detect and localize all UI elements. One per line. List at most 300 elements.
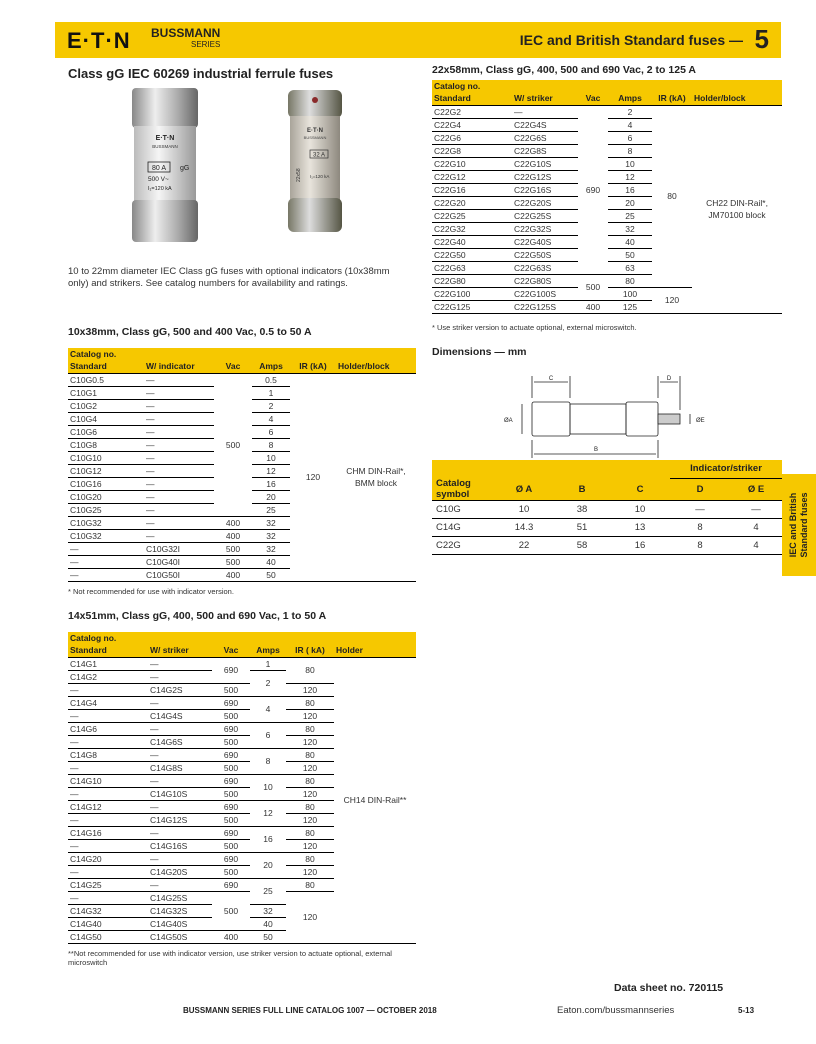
fuse1-class-text: gG: [180, 165, 190, 172]
table-cell: C14G16S: [148, 839, 212, 852]
table-cell: C10G0.5: [68, 373, 144, 386]
table-cell: C14G50: [68, 930, 148, 943]
table-cell: 0.5: [252, 373, 290, 386]
table-cell: 40: [250, 917, 286, 930]
table-cell: 690: [212, 696, 250, 709]
page-title: Class gG IEC 60269 industrial ferrule fuses: [68, 66, 334, 81]
table-cell: —: [144, 529, 214, 542]
table-cell: —: [68, 813, 148, 826]
table-cell: C14G6: [68, 722, 148, 735]
table-cell: C22G8S: [512, 144, 578, 157]
table-row: [68, 632, 416, 644]
column-header: Ø E: [730, 478, 782, 501]
table-cell: 16: [610, 537, 670, 555]
footer-catalog: BUSSMANN SERIES FULL LINE CATALOG 1007 — OCTOBER 2018: [183, 1006, 437, 1015]
table-cell: [252, 348, 290, 360]
table-10x38: [68, 348, 416, 582]
table-cell: 80: [652, 105, 692, 287]
table-cell: —: [512, 105, 578, 118]
dim-label-e: ØE: [696, 418, 705, 424]
table-cell: —: [68, 709, 148, 722]
table-cell: C22G63: [432, 261, 512, 274]
table-cell: C22G: [432, 537, 494, 555]
table-cell: 120: [286, 813, 334, 826]
table-cell: [336, 348, 416, 360]
dim-label-a: ØA: [504, 418, 513, 424]
table-cell: [578, 80, 608, 92]
table-cell: —: [148, 852, 212, 865]
table-cell: C22G100: [432, 287, 512, 300]
table-cell: 500: [212, 865, 250, 878]
dimensions-diagram: [500, 372, 720, 458]
table-cell: C14G12: [68, 800, 148, 813]
table-cell: C22G50: [432, 248, 512, 261]
dim-label-d: D: [666, 376, 672, 382]
table-cell: C10G12: [68, 464, 144, 477]
datasheet-number: Data sheet no. 720115: [614, 982, 724, 994]
table-cell: CH14 DIN-Rail**: [334, 657, 416, 943]
column-header: D: [670, 478, 730, 501]
table-cell: 120: [286, 865, 334, 878]
column-header: Amps: [252, 360, 290, 373]
table-cell: 400: [578, 300, 608, 313]
table-cell: [290, 348, 336, 360]
table-cell: 8: [608, 144, 652, 157]
table-cell: C14G50S: [148, 930, 212, 943]
table-cell: 12: [608, 170, 652, 183]
table-cell: C10G2: [68, 399, 144, 412]
table-cell: —: [670, 501, 730, 519]
table-cell: —: [148, 800, 212, 813]
table-cell: C10G8: [68, 438, 144, 451]
column-header: Vac: [578, 92, 608, 105]
table-cell: 12: [250, 800, 286, 826]
table-cell: C10G: [432, 501, 494, 519]
table-cell: 8: [250, 748, 286, 774]
table-cell: —: [144, 373, 214, 386]
table-cell: 6: [252, 425, 290, 438]
column-header: Holder: [334, 644, 416, 657]
section-number: 5: [754, 24, 769, 54]
column-header: IR ( kA): [286, 644, 334, 657]
dimensions-table: [432, 460, 782, 555]
table-cell: 80: [286, 852, 334, 865]
table-cell: 80: [286, 878, 334, 891]
table-cell: 120: [286, 761, 334, 774]
fuse2-amps-text: 32 A: [312, 152, 326, 159]
table-row: [68, 657, 416, 670]
table-cell: 690: [212, 852, 250, 865]
fuse2-ir-text: I₁=120 kA: [310, 174, 330, 179]
table-row: [432, 105, 782, 118]
table-cell: —: [68, 891, 148, 904]
table-cell: 8: [252, 438, 290, 451]
table-cell: 50: [608, 248, 652, 261]
table-cell: [212, 632, 250, 644]
catalog-label: Catalog no.: [68, 632, 212, 644]
table-cell: 120: [652, 287, 692, 313]
table-cell: C22G6S: [512, 131, 578, 144]
table-cell: 63: [608, 261, 652, 274]
column-header: IR (kA): [290, 360, 336, 373]
table-cell: 120: [286, 787, 334, 800]
table-cell: C14G32S: [148, 904, 212, 917]
dim-label-b: B: [593, 447, 599, 453]
table-cell: 690: [212, 878, 250, 891]
table-cell: 10: [252, 451, 290, 464]
table-cell: 500: [578, 274, 608, 300]
catalog-label: Catalog no.: [432, 80, 578, 92]
table-cell: 500: [214, 373, 252, 516]
column-header: W/ striker: [148, 644, 212, 657]
column-header: Standard: [68, 360, 144, 373]
table-cell: [214, 348, 252, 360]
column-header: Vac: [212, 644, 250, 657]
table-cell: 400: [212, 930, 250, 943]
table-cell: —: [144, 464, 214, 477]
bussmann-logo: BUSSMANN SERIES: [151, 26, 221, 49]
table-cell: 400: [214, 529, 252, 542]
table-cell: C10G10: [68, 451, 144, 464]
table-cell: C22G100S: [512, 287, 578, 300]
table-cell: 80: [286, 696, 334, 709]
table-cell: C22G2: [432, 105, 512, 118]
table-cell: CHM DIN-Rail*, BMM block: [336, 373, 416, 581]
column-header: C: [610, 478, 670, 501]
table-row: [432, 501, 782, 519]
table-cell: C22G12S: [512, 170, 578, 183]
table-cell: C22G40S: [512, 235, 578, 248]
fuse1-voltage-text: 500 V~: [148, 176, 169, 183]
table-cell: 50: [252, 568, 290, 581]
table-cell: 2: [252, 399, 290, 412]
table-cell: 32: [608, 222, 652, 235]
column-header: Standard: [68, 644, 148, 657]
table-cell: C14G25: [68, 878, 148, 891]
table-cell: 80: [286, 657, 334, 683]
table-cell: 4: [608, 118, 652, 131]
table-cell: 32: [252, 529, 290, 542]
table-10x38-title: 10x38mm, Class gG, 500 and 400 Vac, 0.5 to 50 A: [68, 326, 312, 338]
table-cell: 51: [554, 519, 610, 537]
table-cell: C14G20S: [148, 865, 212, 878]
table-cell: 500: [212, 735, 250, 748]
table-cell: C22G20S: [512, 196, 578, 209]
table-cell: [286, 632, 334, 644]
table-cell: 1: [252, 386, 290, 399]
table-cell: 32: [250, 904, 286, 917]
table-cell: C10G25: [68, 503, 144, 516]
table-cell: 16: [608, 183, 652, 196]
table-cell: 22: [494, 537, 554, 555]
table-cell: C22G10: [432, 157, 512, 170]
table-cell: [334, 632, 416, 644]
table-14x51-title: 14x51mm, Class gG, 400, 500 and 690 Vac, 1 to 50 A: [68, 610, 327, 622]
table-cell: 20: [608, 196, 652, 209]
table-cell: 1: [250, 657, 286, 670]
table-cell: C22G32S: [512, 222, 578, 235]
table-row: [432, 92, 782, 105]
column-header: IR (kA): [652, 92, 692, 105]
table-cell: 32: [252, 542, 290, 555]
table-cell: 10: [494, 501, 554, 519]
table-cell: 32: [252, 516, 290, 529]
catalog-label: Catalog no.: [68, 348, 214, 360]
table-cell: 14.3: [494, 519, 554, 537]
dimensions-title: Dimensions — mm: [432, 346, 527, 358]
table-cell: 4: [730, 519, 782, 537]
table-cell: 6: [608, 131, 652, 144]
table-cell: C14G8S: [148, 761, 212, 774]
table-cell: C10G32I: [144, 542, 214, 555]
table-cell: C22G125S: [512, 300, 578, 313]
table-cell: —: [68, 865, 148, 878]
table-row: [432, 519, 782, 537]
table-cell: C22G63S: [512, 261, 578, 274]
table-cell: C14G25S: [148, 891, 212, 904]
table-cell: —: [148, 696, 212, 709]
table-cell: C14G40S: [148, 917, 212, 930]
table-cell: C14G2: [68, 670, 148, 683]
table-cell: —: [144, 412, 214, 425]
table-cell: —: [144, 490, 214, 503]
fuse2-brand-text: BUSSMANN: [303, 135, 327, 140]
eaton-logo: E·T·N: [67, 28, 131, 53]
table-cell: —: [144, 399, 214, 412]
table-row: [432, 537, 782, 555]
fuse1-ir-text: I₁=120 kA: [148, 186, 172, 192]
table-cell: 690: [212, 800, 250, 813]
table-cell: 2: [250, 670, 286, 696]
table-cell: [608, 80, 652, 92]
table-cell: C10G32: [68, 516, 144, 529]
table-row: [432, 80, 782, 92]
table-cell: 500: [212, 761, 250, 774]
table-cell: 500: [212, 787, 250, 800]
table-cell: C22G6: [432, 131, 512, 144]
footer-url-link[interactable]: Eaton.com/bussmannseries: [557, 1005, 675, 1016]
fuse1-brand-text: BUSSMANN: [152, 144, 178, 149]
table-cell: 58: [554, 537, 610, 555]
table-cell: 4: [730, 537, 782, 555]
table-cell: —: [68, 839, 148, 852]
fuse1-amps-text: 80 A: [151, 165, 167, 172]
table-cell: C14G16: [68, 826, 148, 839]
section-title: IEC and British Standard fuses —: [519, 32, 743, 48]
table-cell: C22G16S: [512, 183, 578, 196]
table-cell: 690: [578, 105, 608, 274]
table-cell: 500: [212, 683, 250, 696]
dim-label-c: C: [548, 376, 554, 382]
table-cell: C10G1: [68, 386, 144, 399]
column-header: Vac: [214, 360, 252, 373]
table-cell: 80: [286, 774, 334, 787]
table-cell: C22G10S: [512, 157, 578, 170]
table-cell: 400: [214, 568, 252, 581]
table-cell: C22G12: [432, 170, 512, 183]
table-cell: 38: [554, 501, 610, 519]
table-cell: C22G8: [432, 144, 512, 157]
table-cell: 500: [214, 555, 252, 568]
table-cell: C22G4S: [512, 118, 578, 131]
column-header: Amps: [250, 644, 286, 657]
table-cell: 400: [214, 516, 252, 529]
table-cell: 40: [608, 235, 652, 248]
column-header: Catalog symbol: [432, 478, 494, 501]
table-cell: 25: [252, 503, 290, 516]
table-cell: 120: [290, 373, 336, 581]
table-cell: C14G10S: [148, 787, 212, 800]
table-cell: 80: [286, 748, 334, 761]
table-cell: C14G2S: [148, 683, 212, 696]
table-cell: 100: [608, 287, 652, 300]
table-cell: C14G1: [68, 657, 148, 670]
table-14x51-note: **Not recommended for use with indicator version, use striker version to actuate optional, external microswitch: [68, 949, 392, 967]
table-cell: —: [148, 826, 212, 839]
table-cell: —: [148, 657, 212, 670]
table-cell: C22G32: [432, 222, 512, 235]
table-cell: 8: [670, 519, 730, 537]
column-header: Amps: [608, 92, 652, 105]
table-cell: [692, 80, 782, 92]
table-cell: [250, 632, 286, 644]
table-cell: C22G40: [432, 235, 512, 248]
table-22x58-title: 22x58mm, Class gG, 400, 500 and 690 Vac, 2 to 125 A: [432, 64, 697, 76]
table-cell: C14G40: [68, 917, 148, 930]
table-cell: 25: [250, 878, 286, 904]
table-cell: C10G4: [68, 412, 144, 425]
table-cell: —: [68, 542, 144, 555]
table-cell: 8: [670, 537, 730, 555]
table-cell: C14G20: [68, 852, 148, 865]
table-cell: C14G12S: [148, 813, 212, 826]
table-cell: —: [148, 748, 212, 761]
table-row: [68, 644, 416, 657]
footer-page-number: 5-13: [738, 1006, 755, 1015]
table-cell: C22G80S: [512, 274, 578, 287]
column-header: Standard: [432, 92, 512, 105]
table-cell: —: [68, 683, 148, 696]
table-cell: 40: [252, 555, 290, 568]
fuse2-logo-text: E·T·N: [307, 128, 323, 134]
table-cell: 80: [286, 722, 334, 735]
fuse-image-10x38: [120, 82, 220, 250]
fuse-image-22x58: [278, 86, 352, 236]
table-cell: 80: [286, 800, 334, 813]
table-cell: 500: [212, 891, 250, 930]
table-cell: C14G32: [68, 904, 148, 917]
table-cell: 13: [610, 519, 670, 537]
table-22x58-note: * Use striker version to actuate optional, external microswitch.: [432, 323, 637, 332]
column-header: Ø A: [494, 478, 554, 501]
table-cell: C14G6S: [148, 735, 212, 748]
header-bar: [55, 22, 781, 58]
description: 10 to 22mm diameter IEC Class gG fuses with optional indicators (10x38mm only) and strikers. See catalog numbers for availability and ratings.: [68, 266, 390, 289]
table-cell: C22G4: [432, 118, 512, 131]
table-cell: —: [144, 438, 214, 451]
table-cell: C22G50S: [512, 248, 578, 261]
table-cell: C14G10: [68, 774, 148, 787]
table-row: [68, 360, 416, 373]
section-side-tab: IEC and British Standard fuses: [782, 474, 816, 576]
fuse1-logo-text: E·T·N: [155, 135, 175, 142]
table-cell: 20: [252, 490, 290, 503]
table-cell: —: [144, 451, 214, 464]
table-cell: 690: [212, 722, 250, 735]
table-cell: C22G16: [432, 183, 512, 196]
table-cell: 80: [286, 826, 334, 839]
table-cell: [652, 80, 692, 92]
table-cell: —: [148, 722, 212, 735]
table-cell: —: [68, 568, 144, 581]
table-cell: 50: [250, 930, 286, 943]
table-cell: 125: [608, 300, 652, 313]
table-cell: 4: [252, 412, 290, 425]
table-row: [68, 373, 416, 386]
column-header: B: [554, 478, 610, 501]
table-cell: 120: [286, 709, 334, 722]
table-cell: 690: [212, 657, 250, 683]
table-cell: 120: [286, 683, 334, 696]
table-cell: 80: [608, 274, 652, 287]
table-cell: 20: [250, 852, 286, 878]
table-cell: —: [148, 774, 212, 787]
table-cell: 4: [250, 696, 286, 722]
table-cell: C10G20: [68, 490, 144, 503]
table-cell: 120: [286, 839, 334, 852]
table-cell: —: [144, 516, 214, 529]
table-cell: —: [144, 425, 214, 438]
table-cell: 500: [212, 839, 250, 852]
table-cell: 6: [250, 722, 286, 748]
table-cell: —: [144, 386, 214, 399]
table-cell: 690: [212, 774, 250, 787]
table-cell: C22G125: [432, 300, 512, 313]
table-22x58: [432, 80, 782, 314]
table-cell: C22G80: [432, 274, 512, 287]
table-cell: C10G40I: [144, 555, 214, 568]
table-cell: C22G25S: [512, 209, 578, 222]
table-cell: —: [68, 555, 144, 568]
table-cell: C10G50I: [144, 568, 214, 581]
table-cell: 25: [608, 209, 652, 222]
table-cell: 120: [286, 891, 334, 943]
table-cell: C22G25: [432, 209, 512, 222]
table-cell: 690: [212, 748, 250, 761]
table-cell: —: [68, 735, 148, 748]
table-cell: 12: [252, 464, 290, 477]
table-cell: C22G20: [432, 196, 512, 209]
table-cell: 120: [286, 735, 334, 748]
column-header: Holder/block: [336, 360, 416, 373]
table-cell: C14G8: [68, 748, 148, 761]
table-cell: 10: [250, 774, 286, 800]
table-cell: 10: [610, 501, 670, 519]
table-cell: —: [68, 787, 148, 800]
table-cell: —: [144, 503, 214, 516]
table-cell: 500: [214, 542, 252, 555]
table-cell: C10G32: [68, 529, 144, 542]
table-cell: —: [730, 501, 782, 519]
table-cell: CH22 DIN-Rail*, JM70100 block: [692, 105, 782, 313]
table-row: [68, 348, 416, 360]
column-header: Holder/block: [692, 92, 782, 105]
table-cell: 500: [212, 709, 250, 722]
table-cell: —: [148, 670, 212, 683]
column-header: W/ indicator: [144, 360, 214, 373]
table-cell: 10: [608, 157, 652, 170]
table-cell: C10G16: [68, 477, 144, 490]
